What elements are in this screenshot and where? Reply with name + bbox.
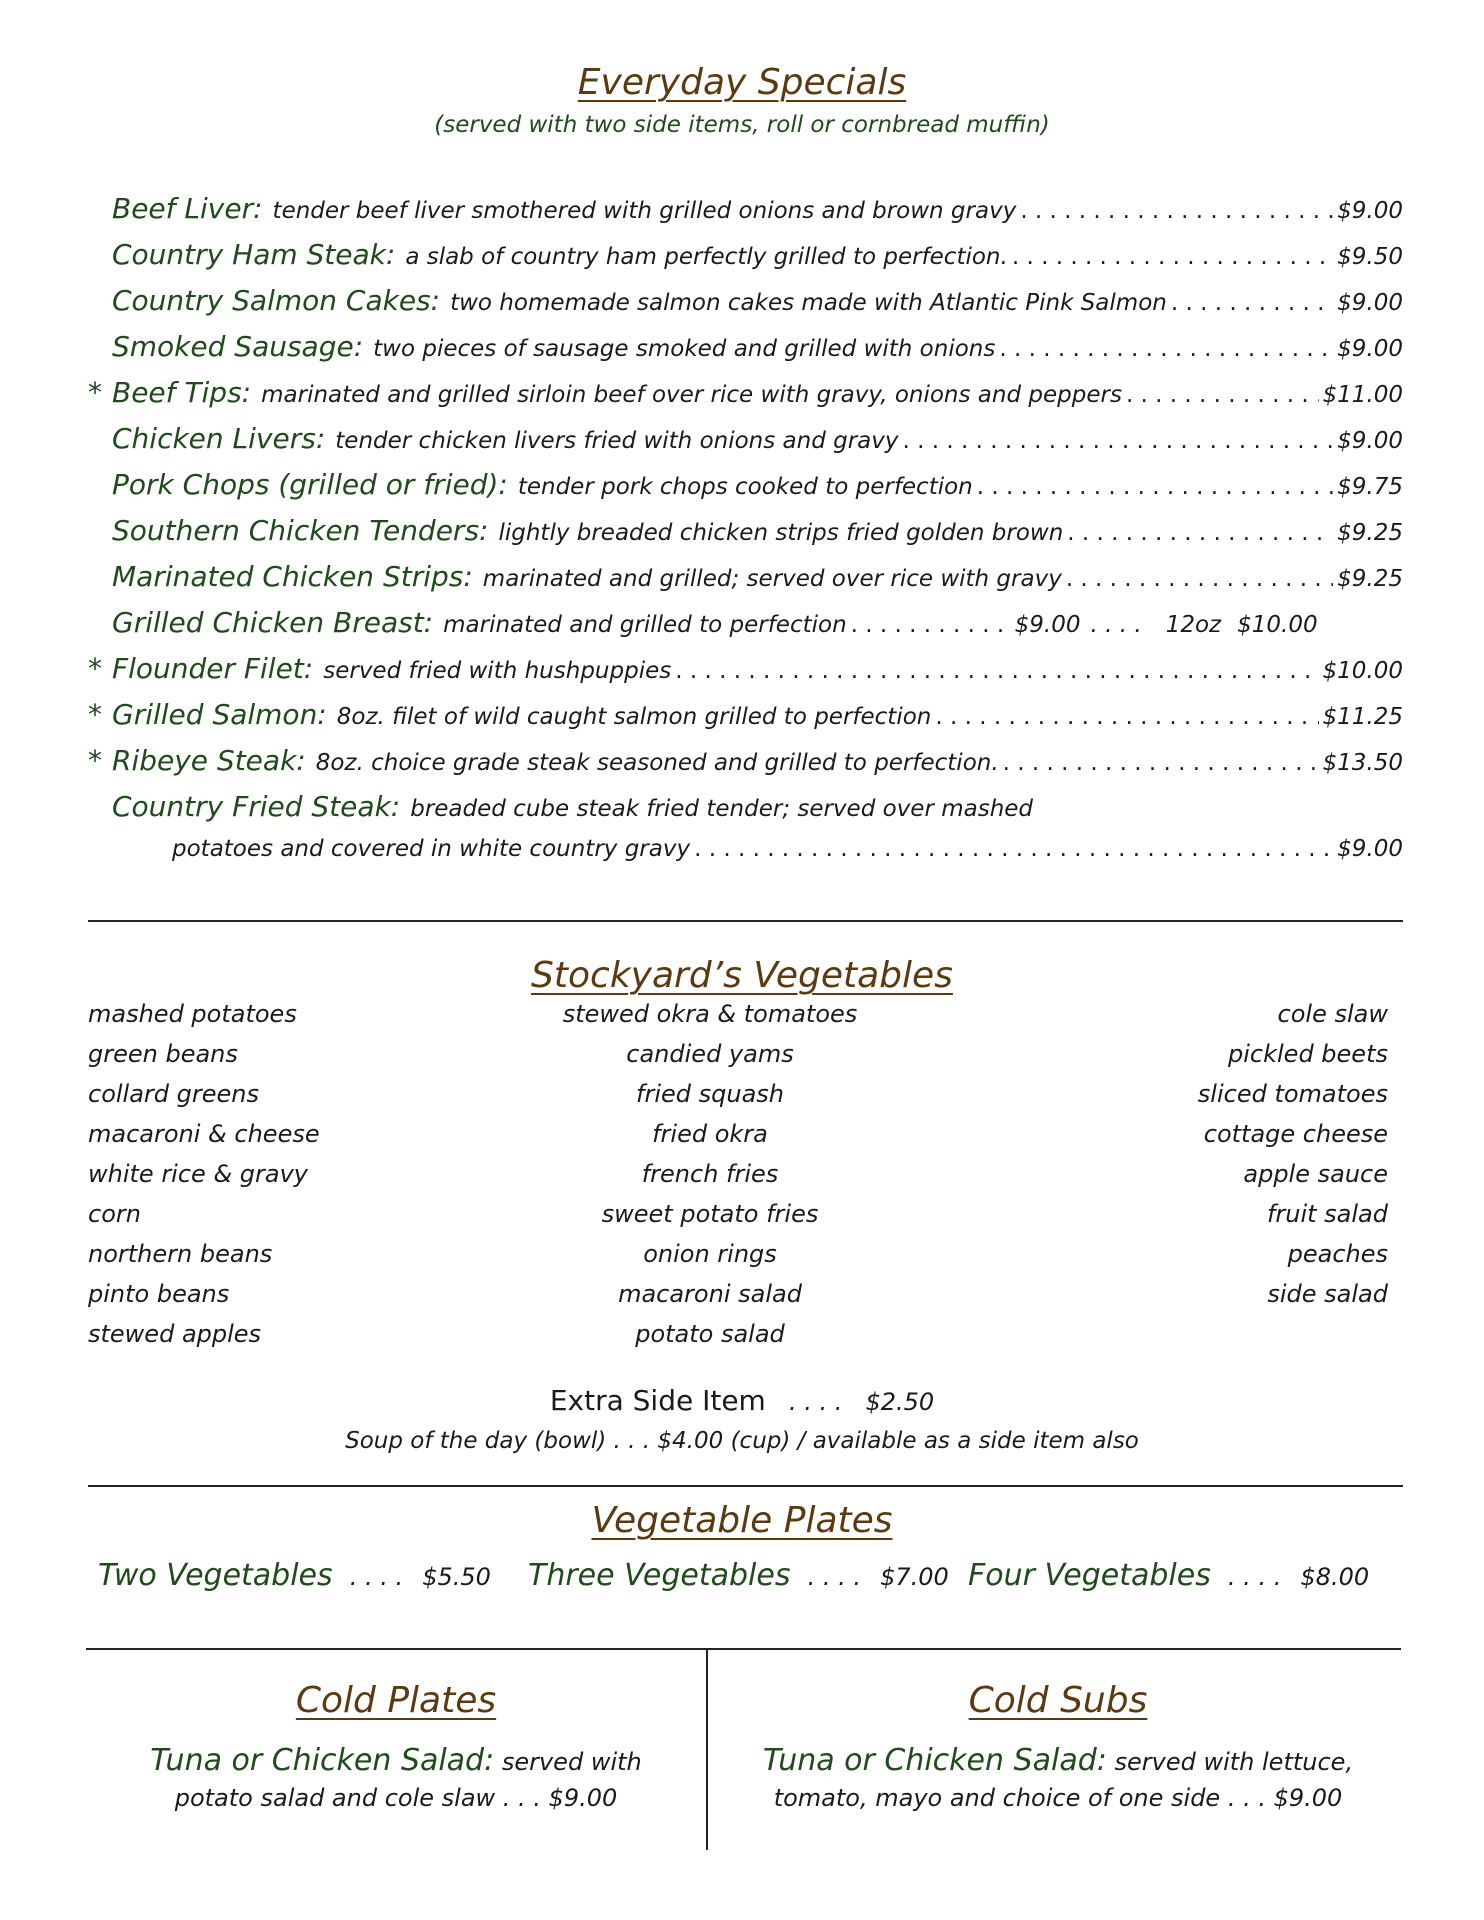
menu-item [88,192,1403,238]
vegetables-title: Stockyard’s Vegetables [531,955,953,996]
leader-dots [903,428,1334,454]
vegetable-item: cottage cheese [1203,1120,1388,1148]
menu-item [88,652,1403,698]
cold-subs-title: Cold Subs [968,1680,1148,1721]
item-price: $9.00 [1337,428,1403,454]
menu-item-grilled-chicken: Grilled Chicken Breast: marinated and grilled to perfection . . . $9.00 . . . . 12oz $10.00 [88,606,1403,652]
item-price: $11.00 [1322,382,1403,408]
vegetable-item: collard greens [88,1080,259,1108]
vegetable-item: corn [88,1200,141,1228]
star-marker: * [88,698,102,731]
leader-dots [935,704,1318,730]
item-name: Pork Chops (grilled or fried): [112,468,508,501]
vegetables-left-column [88,1000,320,1360]
menu-item [88,514,1403,560]
menu-item [88,376,1403,422]
item-price: $9.50 [1337,244,1403,270]
vegetable-item: peaches [1287,1240,1388,1268]
specials-list [88,192,1403,876]
vegetable-item: pinto beans [88,1280,230,1308]
star-marker: * [88,376,102,409]
item-description: marinated and grilled; served over rice with gravy [482,566,1062,592]
vegetable-item: mashed potatoes [88,1000,297,1028]
leader-dots [1020,198,1333,224]
vegetable-item: side salad [1267,1280,1388,1308]
vegetable-item: stewed okra & tomatoes [562,1000,858,1028]
leader-dots [1171,290,1333,316]
vegetable-item: sliced tomatoes [1197,1080,1388,1108]
menu-item [88,422,1403,468]
menu-item [88,560,1403,606]
item-description: two homemade salmon cakes made with Atlantic Pink Salmon [450,290,1167,316]
item-name: Chicken Livers: [112,422,326,455]
leader-dots [1067,520,1333,546]
vegetable-item: northern beans [88,1240,273,1268]
item-name: Ribeye Steak: [112,744,306,777]
item-name: Smoked Sausage: [112,330,364,363]
menu-item-country-fried-steak: Country Fried Steak: breaded cube steak fried tender; served over mashed [112,790,1034,823]
plate-two-vegetables: Two Vegetables . . . . $5.50 [98,1558,491,1593]
item-name: Southern Chicken Tenders: [112,514,489,547]
item-price: $9.00 [1337,198,1403,224]
item-name: Beef Liver: [112,192,263,225]
menu-item [88,698,1403,744]
item-price: $13.50 [1322,750,1403,776]
item-price: $9.00 [1337,290,1403,316]
vegetable-item: fried squash [636,1080,784,1108]
menu-item [88,744,1403,790]
item-name: Flounder Filet: [112,652,314,685]
vegetable-item: fruit salad [1266,1200,1388,1228]
item-price: $9.25 [1337,520,1403,546]
menu-item [88,468,1403,514]
item-name: Marinated Chicken Strips: [112,560,473,593]
divider [88,1485,1403,1487]
vegetables-middle-column [510,1000,910,1360]
everyday-specials-subtitle: (served with two side items, roll or cornbread muffin) [434,112,1050,138]
vegetable-item: candied yams [626,1040,794,1068]
divider [88,920,1403,922]
vegetable-item: potato salad [635,1320,785,1348]
vegetable-item: macaroni & cheese [88,1120,320,1148]
leader-dots [977,474,1333,500]
item-price: $11.25 [1322,704,1403,730]
item-name: Beef Tips: [112,376,252,409]
leader-dots [1126,382,1319,408]
menu-item [88,238,1403,284]
plate-four-vegetables: Four Vegetables . . . . $8.00 [968,1558,1370,1593]
item-description: lightly breaded chicken strips fried golden brown [498,520,1064,546]
item-description: served fried with hushpuppies [323,658,672,684]
item-name: Grilled Salmon: [112,698,327,731]
item-description: a slab of country ham perfectly grilled to perfection. [405,244,1008,270]
leader-dots [1003,750,1319,776]
item-name: Country Salmon Cakes: [112,284,441,317]
menu-item-country-fried-steak-cont: potatoes and covered in white country gravy . . . $9.00 [88,836,1403,876]
vegetable-item: apple sauce [1243,1160,1388,1188]
cold-plates-title: Cold Plates [295,1680,497,1721]
cold-plates-section: Cold Plates Tuna or Chicken Salad: served with potato salad and cole slaw . . . $9.00 [150,1680,642,1812]
leader-dots [999,336,1333,362]
cold-subs-section: Cold Subs Tuna or Chicken Salad: served with lettuce, tomato, mayo and choice of one side . . . $9.00 [762,1680,1354,1812]
vegetable-plates-title: Vegetable Plates [591,1500,893,1541]
star-marker: * [88,652,102,685]
vegetable-item: fried okra [652,1120,768,1148]
vegetable-item: sweet potato fries [601,1200,819,1228]
leader-dots [675,658,1318,684]
item-description: tender chicken livers fried with onions and gravy [335,428,899,454]
vegetable-item: onion rings [643,1240,777,1268]
item-price: $9.75 [1337,474,1403,500]
item-price: $10.00 [1322,658,1403,684]
divider [86,1648,1401,1650]
vegetable-item: stewed apples [88,1320,262,1348]
vegetable-item: green beans [88,1040,238,1068]
everyday-specials-title: Everyday Specials [577,62,907,103]
item-description: 8oz. filet of wild caught salmon grilled to perfection [336,704,932,730]
vegetable-item: macaroni salad [618,1280,802,1308]
item-price: $9.25 [1337,566,1403,592]
vegetable-item: pickled beets [1228,1040,1388,1068]
soup-of-the-day: Soup of the day (bowl) . . . $4.00 (cup) / available as a side item also [345,1428,1139,1454]
vegetable-item: white rice & gravy [88,1160,308,1188]
menu-item [88,330,1403,376]
item-description: tender pork chops cooked to perfection [517,474,973,500]
leader-dots [851,612,1011,638]
menu-item [88,284,1403,330]
item-name: Country Ham Steak: [112,238,396,271]
item-description: two pieces of sausage smoked and grilled with onions [373,336,996,362]
leader-dots [694,836,1333,862]
item-price: $9.00 [1337,336,1403,362]
extra-side-item: Extra Side Item . . . . $2.50 [549,1384,935,1417]
vegetable-item: french fries [641,1160,779,1188]
item-description: tender beef liver smothered with grilled onions and brown gravy [272,198,1017,224]
item-description: 8oz. choice grade steak seasoned and grilled to perfection. [315,750,999,776]
leader-dots [1012,244,1333,270]
vegetable-item: cole slaw [1277,1000,1388,1028]
vegetables-right-column [1198,1000,1388,1320]
star-marker: * [88,744,102,777]
leader-dots [1066,566,1333,592]
item-description: marinated and grilled sirloin beef over rice with gravy, onions and peppers [261,382,1122,408]
plate-three-vegetables: Three Vegetables . . . . $7.00 [528,1558,949,1593]
